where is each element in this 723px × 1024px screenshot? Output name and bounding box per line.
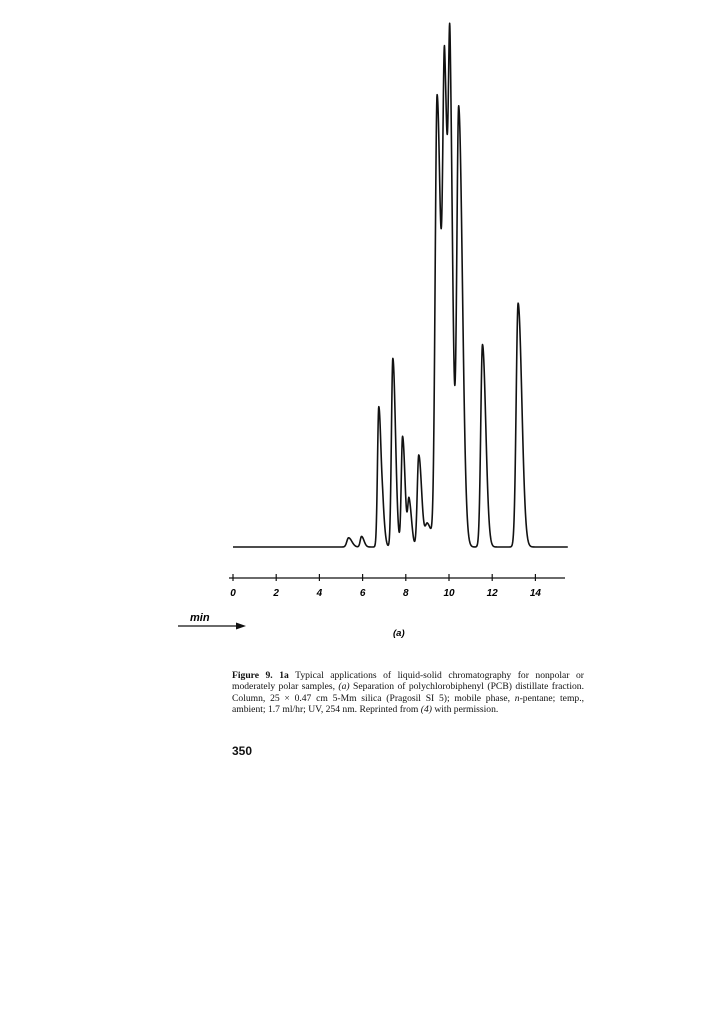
caption-lead: Figure 9. 1a bbox=[232, 669, 289, 681]
caption-panel-ref: (a) bbox=[338, 681, 350, 693]
x-tick-label: 4 bbox=[316, 588, 323, 599]
trace-layer bbox=[233, 23, 568, 547]
figure-caption bbox=[232, 670, 584, 716]
page-number: 350 bbox=[232, 744, 253, 758]
x-tick-label: 6 bbox=[359, 588, 366, 599]
panel-label: (a) bbox=[393, 628, 405, 639]
caption-reference: (4) bbox=[420, 704, 432, 716]
caption-text-3: -pentane; temp., ambient; 1.7 ml/hr; UV, 254 nm. Reprinted from bbox=[232, 692, 584, 716]
time-direction-arrowhead bbox=[236, 623, 246, 630]
x-tick-label: 14 bbox=[529, 588, 541, 599]
x-tick-label: 12 bbox=[486, 588, 498, 599]
caption-text-4: with permission. bbox=[431, 704, 499, 716]
x-tick-label: 8 bbox=[403, 588, 409, 599]
caption-text-1: Typical applications of liquid-solid chromatography for nonpolar or moderately polar samples, bbox=[232, 669, 584, 693]
chromatogram-trace bbox=[233, 23, 568, 547]
caption-text-2: Separation of polychlorobiphenyl (PCB) distillate fraction. Column, 25 × 0.47 cm 5-Mm silica (Pragosil SI 5); mobile phase, bbox=[232, 681, 584, 704]
time-unit-label: min bbox=[190, 612, 210, 624]
x-tick-label: 0 bbox=[230, 588, 236, 599]
caption-italic-n: n bbox=[514, 692, 520, 704]
x-tick-label: 2 bbox=[273, 588, 279, 599]
x-tick-label: 10 bbox=[443, 588, 455, 599]
